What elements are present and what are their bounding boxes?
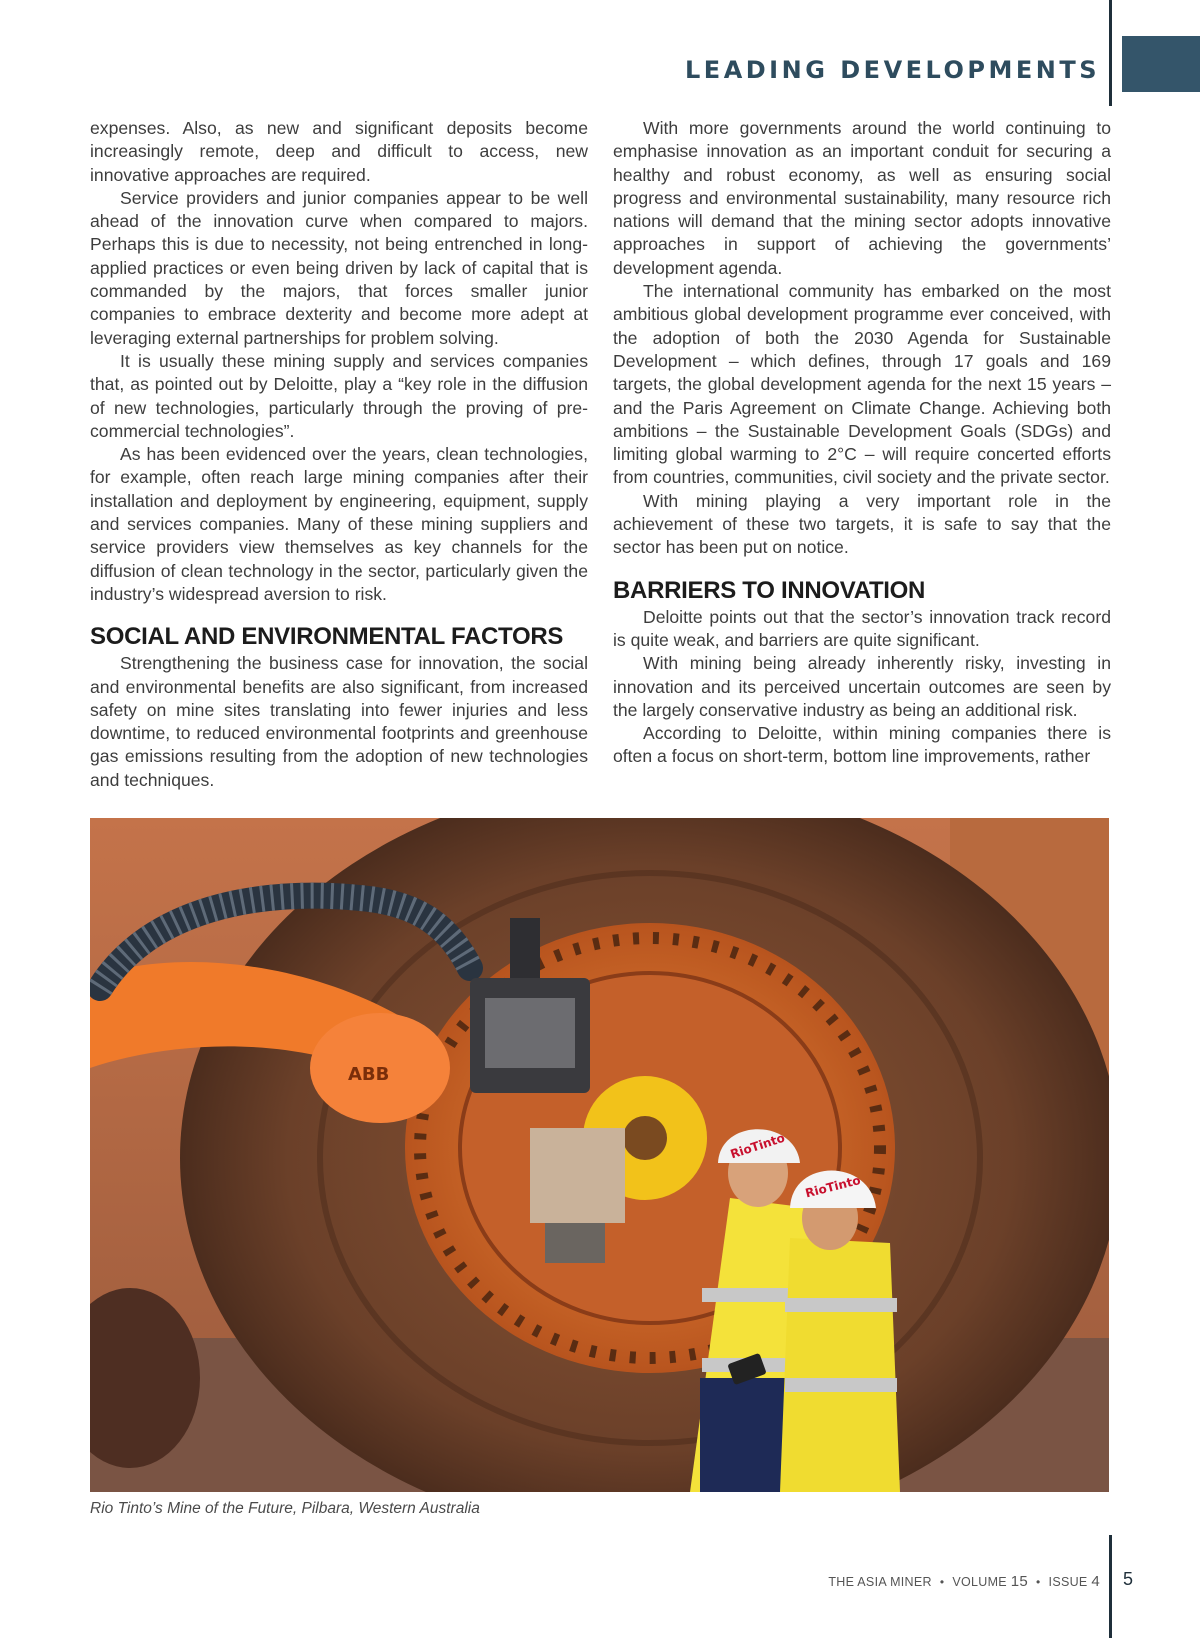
helmet-brand-label: RioTinto bbox=[728, 1130, 787, 1162]
header-vertical-rule bbox=[1109, 0, 1112, 106]
page-number: 5 bbox=[1123, 1569, 1134, 1589]
paragraph: According to Deloitte, within mining companies there is often a focus on short-term, bottom line improvements, rather bbox=[613, 723, 1111, 767]
paragraph: Service providers and junior companies appear to be well ahead of the innovation curve when compared to majors. Perhaps this is due to necessity, not being entrenched in long-applied practices or even being driven by lack of capital that is commanded by the majors, that forces smaller junior companies to embrace dexterity and become more adept at leveraging external partnerships for problem solving. bbox=[90, 187, 588, 348]
issue-label: ISSUE bbox=[1048, 1575, 1088, 1589]
robot-tool-plate bbox=[485, 998, 575, 1068]
volume-label: VOLUME bbox=[952, 1575, 1007, 1589]
worker-two-reflective-stripe bbox=[785, 1298, 897, 1312]
subheading-social-environmental: SOCIAL AND ENVIRONMENTAL FACTORS bbox=[90, 623, 564, 651]
footer-vertical-rule bbox=[1109, 1535, 1112, 1638]
paragraph: expenses. Also, as new and significant deposits become increasingly remote, deep and difficult to access, new innovative approaches are required. bbox=[90, 118, 588, 185]
left-column bbox=[90, 117, 588, 792]
publication-name: THE ASIA MINER bbox=[828, 1575, 932, 1589]
section-color-tab bbox=[1122, 36, 1200, 92]
footer bbox=[828, 1573, 1100, 1590]
photo-caption: Rio Tinto’s Mine of the Future, Pilbara, Western Australia bbox=[90, 1500, 480, 1517]
robot-gripper-tip bbox=[545, 1223, 605, 1263]
robot-brand-label: ABB bbox=[348, 1064, 390, 1085]
paragraph: Strengthening the business case for innovation, the social and environmental benefits are also significant, from increased safety on mine sites translating into fewer injuries and less downtime, to reduced environmental footprints and greenhouse gas emissions resulting from the adoption of new technologies and techniques. bbox=[90, 653, 588, 790]
mine-photo bbox=[90, 818, 1109, 1492]
separator: • bbox=[939, 1575, 945, 1589]
paragraph: The international community has embarked on the most ambitious global development programme ever conceived, with the adoption of both the 2030 Agenda for Sustainable Development – which defines, through 17 goals and 169 targets, the global development agenda for the next 15 years – and the Paris Agreement on Climate Change. Achieving both ambitions – the Sustainable Development Goals (SDGs) and limiting global warming to 2°C – will require concerted efforts from countries, communities, civil society and the private sector. bbox=[613, 281, 1111, 488]
subheading-barriers: BARRIERS TO INNOVATION bbox=[613, 576, 926, 604]
paragraph: With mining playing a very important role in the achievement of these two targets, it is safe to say that the sector has been put on notice. bbox=[613, 490, 1111, 558]
paragraph: With mining being already inherently risky, investing in innovation and its perceived uncertain outcomes are seen by the largely conservative industry as being an additional risk. bbox=[613, 653, 1111, 720]
robot-gripper bbox=[530, 1128, 625, 1223]
robot-tool-sensor bbox=[510, 918, 540, 978]
separator: • bbox=[1036, 1575, 1041, 1589]
paragraph: Deloitte points out that the sector’s innovation track record is quite weak, and barriers are quite significant. bbox=[613, 606, 1111, 650]
helmet-brand-label: RioTinto bbox=[803, 1173, 862, 1201]
paragraph: As has been evidenced over the years, clean technologies, for example, often reach large mining companies after their installation and deployment by engineering, equipment, supply and services companies. Many of these mining suppliers and service providers view themselves as key channels for the diffusion of clean technology in the sector, particularly given the industry’s widespread aversion to risk. bbox=[90, 444, 588, 604]
issue-number: 4 bbox=[1091, 1573, 1100, 1590]
section-header: LEADING DEVELOPMENTS bbox=[685, 56, 1100, 84]
worker-two-vest bbox=[780, 1238, 900, 1492]
mine-photo-illustration bbox=[90, 818, 1109, 1492]
volume-number: 15 bbox=[1010, 1573, 1029, 1590]
paragraph: With more governments around the world continuing to emphasise innovation as an important conduit for securing a healthy and robust economy, as well as ensuring social progress and environmental sustainability, many resource rich nations will demand that the mining sector adopts innovative approaches in support of achieving the governments’ development agenda. bbox=[613, 118, 1111, 278]
paragraph: It is usually these mining supply and services companies that, as pointed out by Deloitte, play a “key role in the diffusion of new technologies, particularly through the proving of pre-commercial technologies”. bbox=[90, 350, 588, 441]
worker-two-reflective-stripe bbox=[785, 1378, 897, 1392]
right-column bbox=[613, 117, 1111, 769]
hub-center bbox=[623, 1116, 667, 1160]
